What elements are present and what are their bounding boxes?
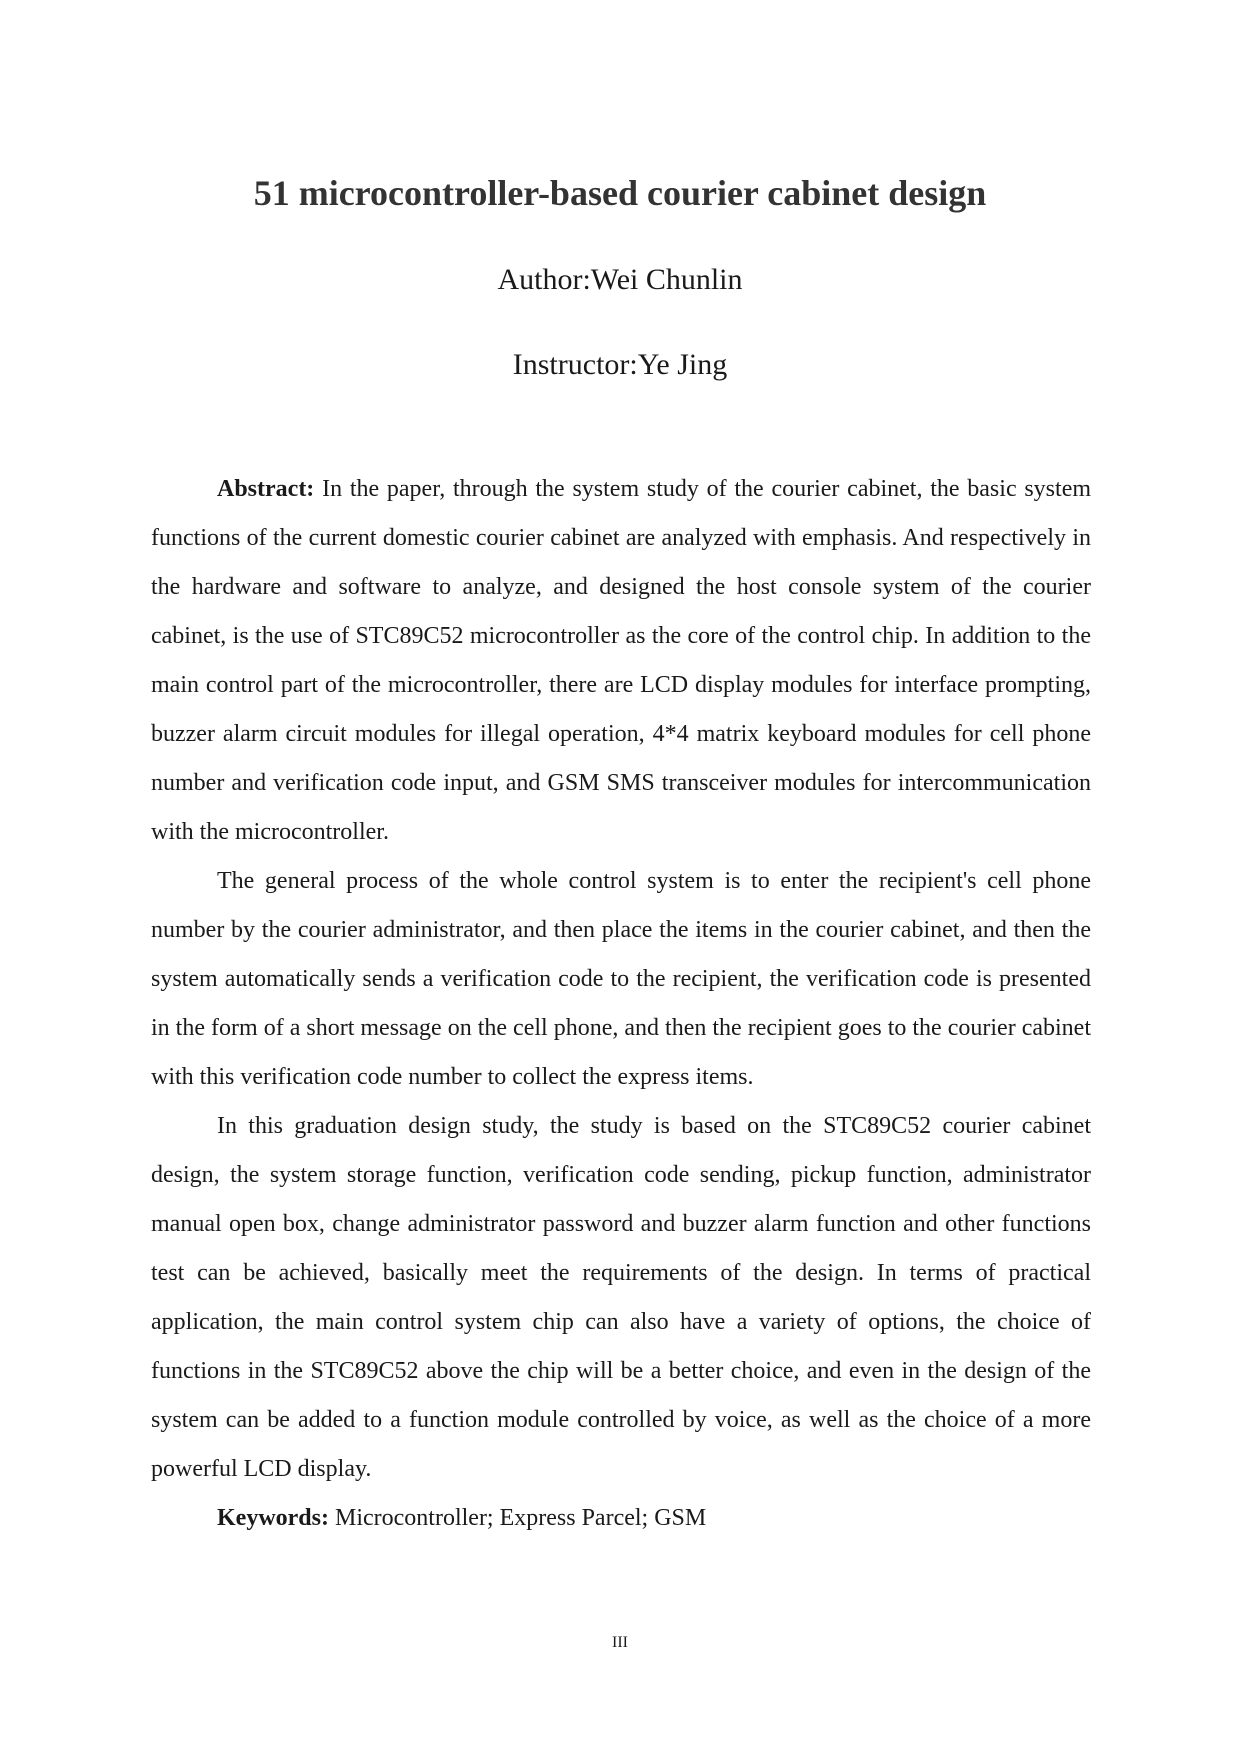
instructor-line: Instructor:Ye Jing [512,348,728,381]
abstract-paragraph-1 [151,465,1091,857]
keywords-value: Microcontroller; Express Parcel; GSM [334,1505,707,1531]
abstract-text: In the paper, through the system study of the courier cabinet, the basic system functions of the current domestic courier cabinet are analyzed with emphasis. And respectively in the hardware and software to analyze, and designed the host console system of the courier cabinet, is the use of STC89C52 microcontroller as the core of the control chip. In addition to the main control part of the microcontroller, there are LCD display modules for interface prompting, buzzer alarm circuit modules for illegal operation, 4*4 matrix keyboard modules for cell phone number and verification code input, and GSM SMS transceiver modules for intercommunication with the microcontroller. [151,476,1092,845]
page-number: III [612,1634,628,1651]
author-line: Author:Wei Chunlin [497,263,743,296]
abstract-paragraph-2: The general process of the whole control system is to enter the recipient's cell phone number by the courier administrator, and then place the items in the courier cabinet, and then the system automatically sends a verification code to the recipient, the verification code is presented in the form of a short message on the cell phone, and then the recipient goes to the courier cabinet with this verification code number to collect the express items. [151,868,1091,1090]
abstract-section [151,465,1091,1543]
keywords-line [151,1494,1091,1543]
abstract-label: Abstract: [217,476,315,502]
abstract-paragraph-3: In this graduation design study, the study is based on the STC89C52 courier cabinet design, the system storage function, verification code sending, pickup function, administrator manual open box, change administrator password and buzzer alarm function and other functions test can be achieved, basically meet the requirements of the design. In terms of practical application, the main control system chip can also have a variety of options, the choice of functions in the STC89C52 above the chip will be a better choice, and even in the design of the system can be added to a function module controlled by voice, as well as the choice of a more powerful LCD display. [151,1113,1091,1482]
keywords-label: Keywords: [217,1505,329,1531]
paper-title: 51 microcontroller-based courier cabinet design [253,173,987,213]
